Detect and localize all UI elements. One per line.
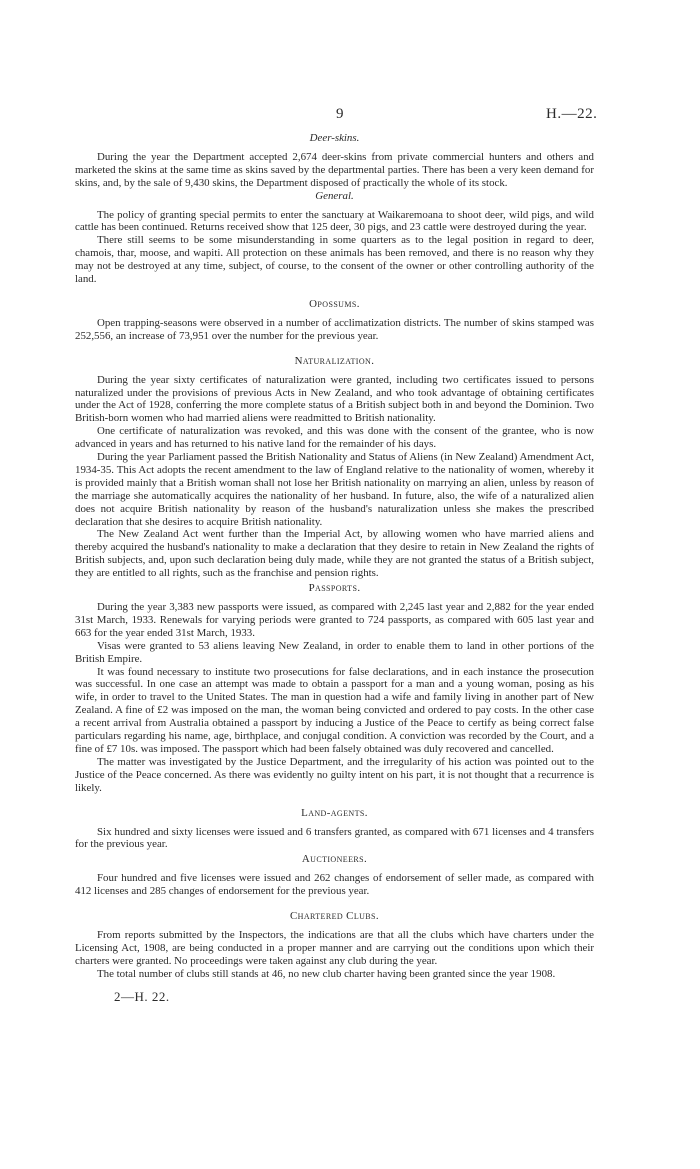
- paragraph: There still seems to be some misunderstanding in some quarters as to the legal position in regard to deer, chamois, thar, moose, and wapiti. All protection on these animals has been removed, and there is no reason why they may not be destroyed at any time, subject, of course, to the consent of the owner or other controlling authority of the land.: [75, 234, 594, 286]
- paragraph: During the year the Department accepted 2,674 deer-skins from private commercial hunters and others and marketed the skins at the same time as skins saved by the departmental parties. There has been a very keen demand for skins, and, by the sale of 9,430 skins, the Department disposed of practically the whole of its stock.: [75, 150, 594, 189]
- section-heading-general: General.: [315, 189, 354, 202]
- page-body: [75, 132, 594, 981]
- section-heading-chartered-clubs: Chartered Clubs.: [289, 910, 379, 923]
- section-heading-passports: Passports.: [308, 582, 361, 595]
- page-number: 9: [336, 106, 344, 122]
- section-heading-land-agents: Land-agents.: [301, 806, 368, 819]
- paragraph: Four hundred and five licenses were issued and 262 changes of endorsement of seller made, as compared with 412 licenses and 285 changes of endorsement for the previous year.: [75, 872, 594, 898]
- document-reference: H.—22.: [546, 106, 598, 122]
- paragraph: It was found necessary to institute two prosecutions for false declarations, and in each instance the prosecution was successful. In one case an attempt was made to obtain a passport for a man and a young woman, posing as his wife, in order to travel to the United States. The man in question had a wife and family living in another part of New Zealand. A fine of £2 was imposed on the man, the woman being convicted and ordered to pay costs. In the other case a recent arrival from Australia obtained a passport by inducing a Justice of the Peace to certify as being correct false particulars regarding his name, age, birthplace, and conjugal condition. A conviction was recorded by the Court, and a fine of £7 10s. was imposed. The passport which had been falsely obtained was duly recovered and cancelled.: [75, 665, 594, 755]
- paragraph: Six hundred and sixty licenses were issued and 6 transfers granted, as compared with 671 licenses and 4 transfers for the previous year.: [75, 825, 594, 851]
- paragraph: The matter was investigated by the Justice Department, and the irregularity of his action was pointed out to the Justice of the Peace concerned. As there was evidently no guilty intent on his part, it is not thought that a recurrence is likely.: [75, 755, 594, 794]
- paragraph: From reports submitted by the Inspectors, the indications are that all the clubs which have charters under the Licensing Act, 1908, are being conducted in a proper manner and are carrying out the conditions upon which their charters were granted. No proceedings were taken against any club during the year.: [75, 928, 594, 967]
- paragraph: One certificate of naturalization was revoked, and this was done with the consent of the grantee, who is now advanced in years and has returned to his native land for the remainder of his days.: [75, 425, 594, 451]
- paragraph: The policy of granting special permits to enter the sanctuary at Waikaremoana to shoot deer, wild pigs, and wild cattle has been continued. Returns received show that 125 deer, 30 pigs, and 23 cattle were destroyed during the year.: [75, 208, 594, 234]
- paragraph: Open trapping-seasons were observed in a number of acclimatization districts. The number of skins stamped was 252,556, an increase of 73,951 over the number for the previous year.: [75, 316, 594, 342]
- paragraph: The total number of clubs still stands at 46, no new club charter having been granted since the year 1908.: [97, 967, 556, 980]
- section-heading-deer-skins: Deer-skins.: [309, 132, 360, 144]
- paragraph: The New Zealand Act went further than the Imperial Act, by allowing women who have married aliens and thereby acquired the husband's nationality to make a declaration that they desire to retain in New Zealand the rights of British subjects, and, upon such declaration being duly made, while they are not granted the status of a British subject, they are entitled to all rights, such as the franchise and pension rights.: [75, 528, 594, 580]
- paragraph: During the year 3,383 new passports were issued, as compared with 2,245 last year and 2,882 for the year ended 31st March, 1933. Renewals for varying periods were granted to 724 passports, as compared with 605 last year and 663 for the year ended 31st March, 1933.: [75, 601, 594, 639]
- paragraph: Visas were granted to 53 aliens leaving New Zealand, in order to enable them to land in other portions of the British Empire.: [75, 639, 594, 665]
- section-heading-naturalization: Naturalization.: [294, 354, 375, 367]
- section-heading-auctioneers: Auctioneers.: [301, 853, 368, 866]
- paragraph: During the year Parliament passed the British Nationality and Status of Aliens (in New Zealand) Amendment Act, 1934-35. This Act adopts the recent amendment to the law of England relative to the nationality of women, whereby it is provided mainly that a British woman shall not lose her British nationality on marrying an alien, unless by reason of the marriage she automatically acquires the nationality of her husband. In future, also, the wife of a naturalized alien does not acquire British nationality by reason of the husband's naturalization unless she makes the prescribed declaration that she desires to acquire British nationality.: [75, 451, 594, 528]
- paragraph: During the year sixty certificates of naturalization were granted, including two certificates issued to persons naturalized under the provisions of previous Acts in New Zealand, and who took advantage of obtaining certificates under the Act of 1928, conferring the more complete status of a British subject both in and beyond the Dominion. Two British-born women who had married aliens were readmitted to British nationality.: [75, 373, 594, 425]
- section-heading-opossums: Opossums.: [309, 297, 360, 310]
- signature-mark: 2—H. 22.: [114, 989, 170, 1004]
